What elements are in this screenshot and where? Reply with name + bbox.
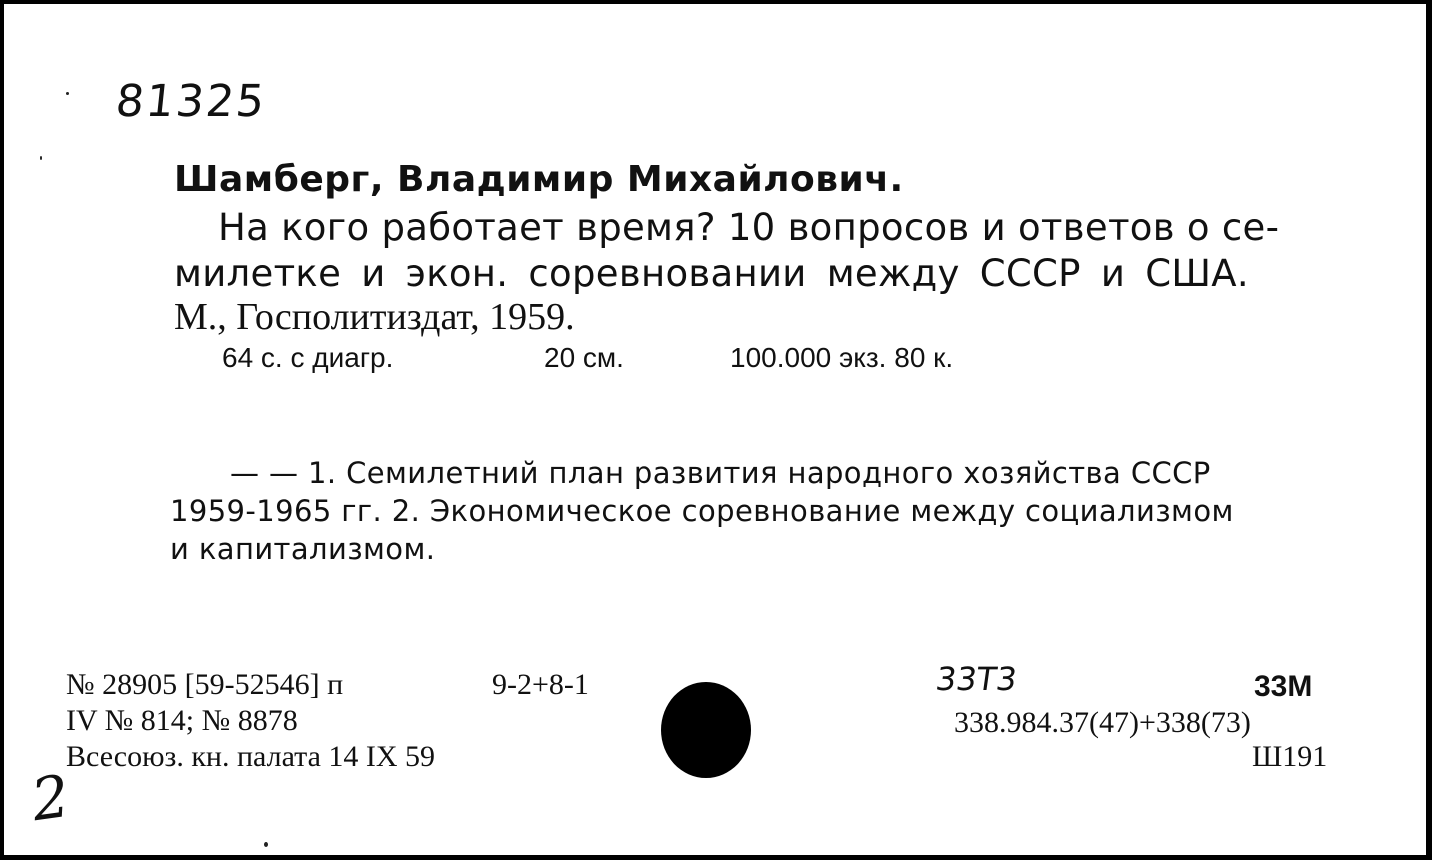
udc-code: 338.984.37(47)+338(73) [954, 706, 1251, 739]
subject-line-2: 1959-1965 гг. 2. Экономическое соревнование между социализмом [170, 494, 1234, 528]
accession-number: 81325 [113, 76, 269, 127]
speck [40, 156, 42, 160]
speck [66, 92, 69, 95]
registry-code: 9-2+8-1 [492, 668, 589, 701]
classification-code: 33М [1254, 670, 1313, 703]
author-heading: Шамберг, Владимир Михайлович. [174, 159, 904, 200]
pages-description: 64 с. с диагр. [222, 342, 394, 373]
speck [264, 842, 268, 847]
registry-number: № 28905 [59-52546] п [66, 668, 344, 701]
subject-line-3: и капитализмом. [170, 532, 436, 566]
author-mark: Ш191 [1252, 740, 1328, 773]
registry-line-2: IV № 814; № 8878 [66, 704, 298, 737]
catalog-card [4, 4, 1426, 855]
subject-line-1: — — 1. Семилетний план развития народного хозяйства СССР [230, 456, 1211, 490]
handwritten-classification: 33Т3 [933, 660, 1020, 698]
publication-line: М., Госполитиздат, 1959. [174, 296, 575, 338]
print-run-price: 100.000 экз. 80 к. [730, 342, 954, 373]
title-line-2: милетке и экон. соревновании между СССР и США. [174, 252, 1249, 295]
size-description: 20 см. [544, 342, 624, 373]
margin-note: 2 [27, 761, 74, 835]
punch-hole [661, 682, 751, 778]
title-line-1: На кого работает время? 10 вопросов и ответов о се- [218, 206, 1280, 249]
registry-line-3: Всесоюз. кн. палата 14 IX 59 [66, 740, 436, 773]
